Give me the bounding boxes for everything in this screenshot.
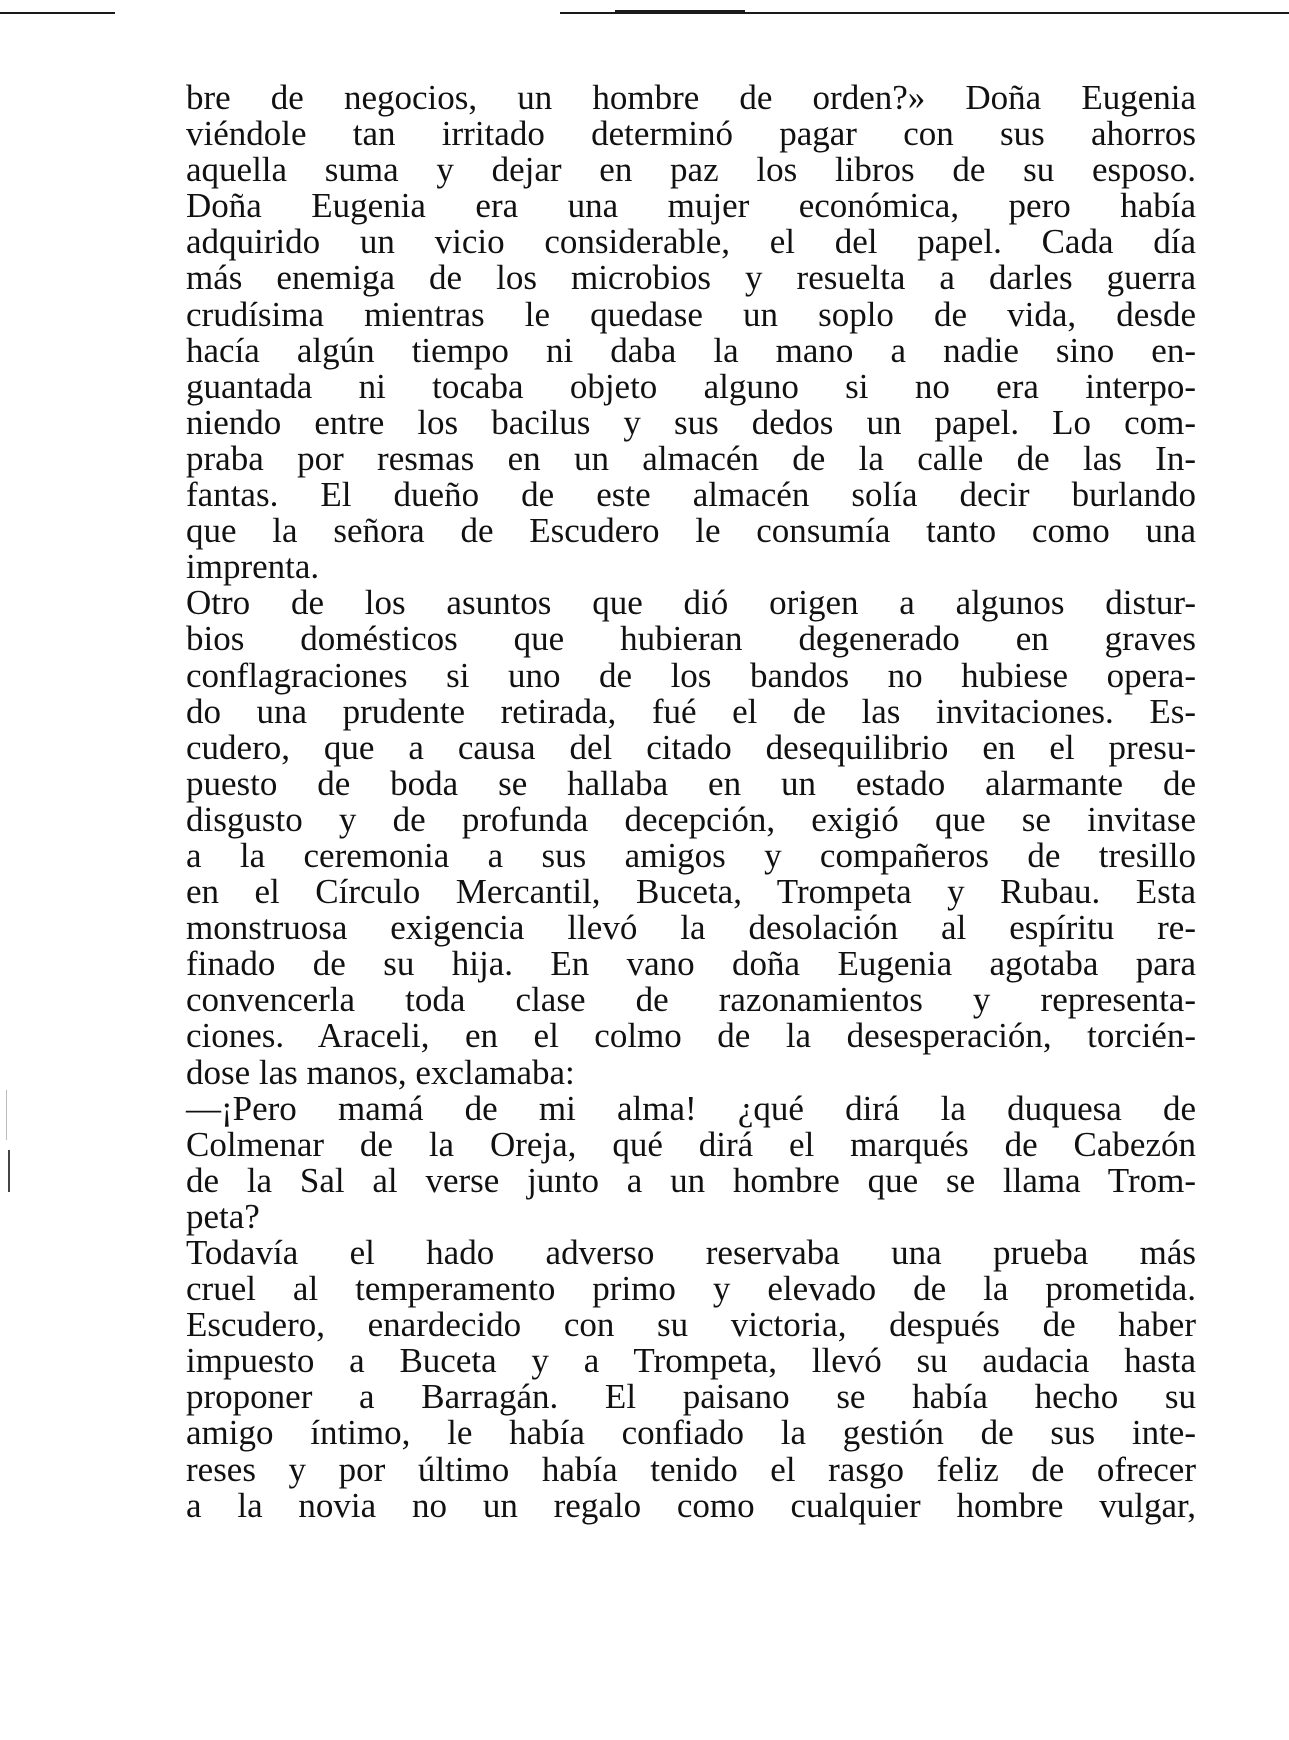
text-line: niendo entre los bacilus y sus dedos un papel. Lo com- [186,402,1196,442]
text-line: a la ceremonia a sus amigos y compañeros de tresillo [186,835,1196,875]
text-line: proponer a Barragán. El paisano se había hecho su [186,1377,1196,1417]
text-line: crudísima mientras le quedase un soplo de vida, desde [186,294,1196,334]
margin-scan-mark-faint [6,1090,7,1140]
text-line: bios domésticos que hubieran degenerado en graves [186,619,1196,659]
text-line: convencerla toda clase de razonamientos y representa- [186,980,1196,1020]
text-line: monstruosa exigencia llevó la desolación al espíritu re- [186,908,1196,948]
page-body-text [186,80,1196,1524]
text-line: en el Círculo Mercantil, Buceta, Trompeta y Rubau. Esta [186,872,1196,912]
text-line: Todavía el hado adverso reservaba una prueba más [186,1233,1196,1272]
text-line: reses y por último había tenido el rasgo feliz de ofrecer [186,1449,1196,1489]
text-line: a la novia no un regalo como cualquier hombre vulgar, [186,1485,1196,1525]
text-line: adquirido un vicio considerable, el del papel. Cada día [186,222,1196,262]
text-line: Escudero, enardecido con su victoria, después de haber [186,1305,1196,1345]
text-line: más enemiga de los microbios y resuelta a darles guerra [186,258,1196,298]
text-line: praba por resmas en un almacén de la calle de las In- [186,438,1196,478]
text-line: Doña Eugenia era una mujer económica, pero había [186,186,1196,226]
text-line: guantada ni tocaba objeto alguno si no era interpo- [186,366,1196,406]
text-line: aquella suma y dejar en paz los libros de su esposo. [186,150,1196,190]
text-line: disgusto y de profunda decepción, exigió que se invitase [186,799,1196,839]
text-line: peta? [186,1196,260,1236]
text-line: hacía algún tiempo ni daba la mano a nadie sino en- [186,330,1196,370]
text-line: cruel al temperamento primo y elevado de la prometida. [186,1269,1196,1309]
text-line: cudero, que a causa del citado desequilibrio en el presu- [186,727,1196,767]
text-line: bre de negocios, un hombre de orden?» Doña Eugenia [186,78,1196,117]
text-line: do una prudente retirada, fué el de las invitaciones. Es- [186,691,1196,731]
text-line: viéndole tan irritado determinó pagar con sus ahorros [186,114,1196,154]
text-line: de la Sal al verse junto a un hombre que se llama Trom- [186,1160,1196,1200]
text-line: impuesto a Buceta y a Trompeta, llevó su audacia hasta [186,1341,1196,1381]
text-line: amigo íntimo, le había confiado la gestión de sus inte- [186,1413,1196,1453]
text-line: Colmenar de la Oreja, qué dirá el marqués de Cabezón [186,1124,1196,1164]
text-line: ciones. Araceli, en el colmo de la desesperación, torcién- [186,1016,1196,1056]
text-line: fantas. El dueño de este almacén solía decir burlando [186,475,1196,515]
text-line: finado de su hija. En vano doña Eugenia agotaba para [186,944,1196,984]
margin-scan-mark [8,1150,10,1192]
text-line: dose las manos, exclamaba: [186,1052,575,1092]
top-rule-smudge [615,10,745,14]
text-line: que la señora de Escudero le consumía tanto como una [186,511,1196,551]
text-line: conflagraciones si uno de los bandos no hubiese opera- [186,655,1196,695]
top-left-rule [0,12,115,14]
text-line: imprenta. [186,547,320,587]
text-line: —¡Pero mamá de mi alma! ¿qué dirá la duquesa de [186,1088,1196,1128]
text-line: Otro de los asuntos que dió origen a algunos distur- [186,583,1196,623]
text-line: puesto de boda se hallaba en un estado alarmante de [186,763,1196,803]
